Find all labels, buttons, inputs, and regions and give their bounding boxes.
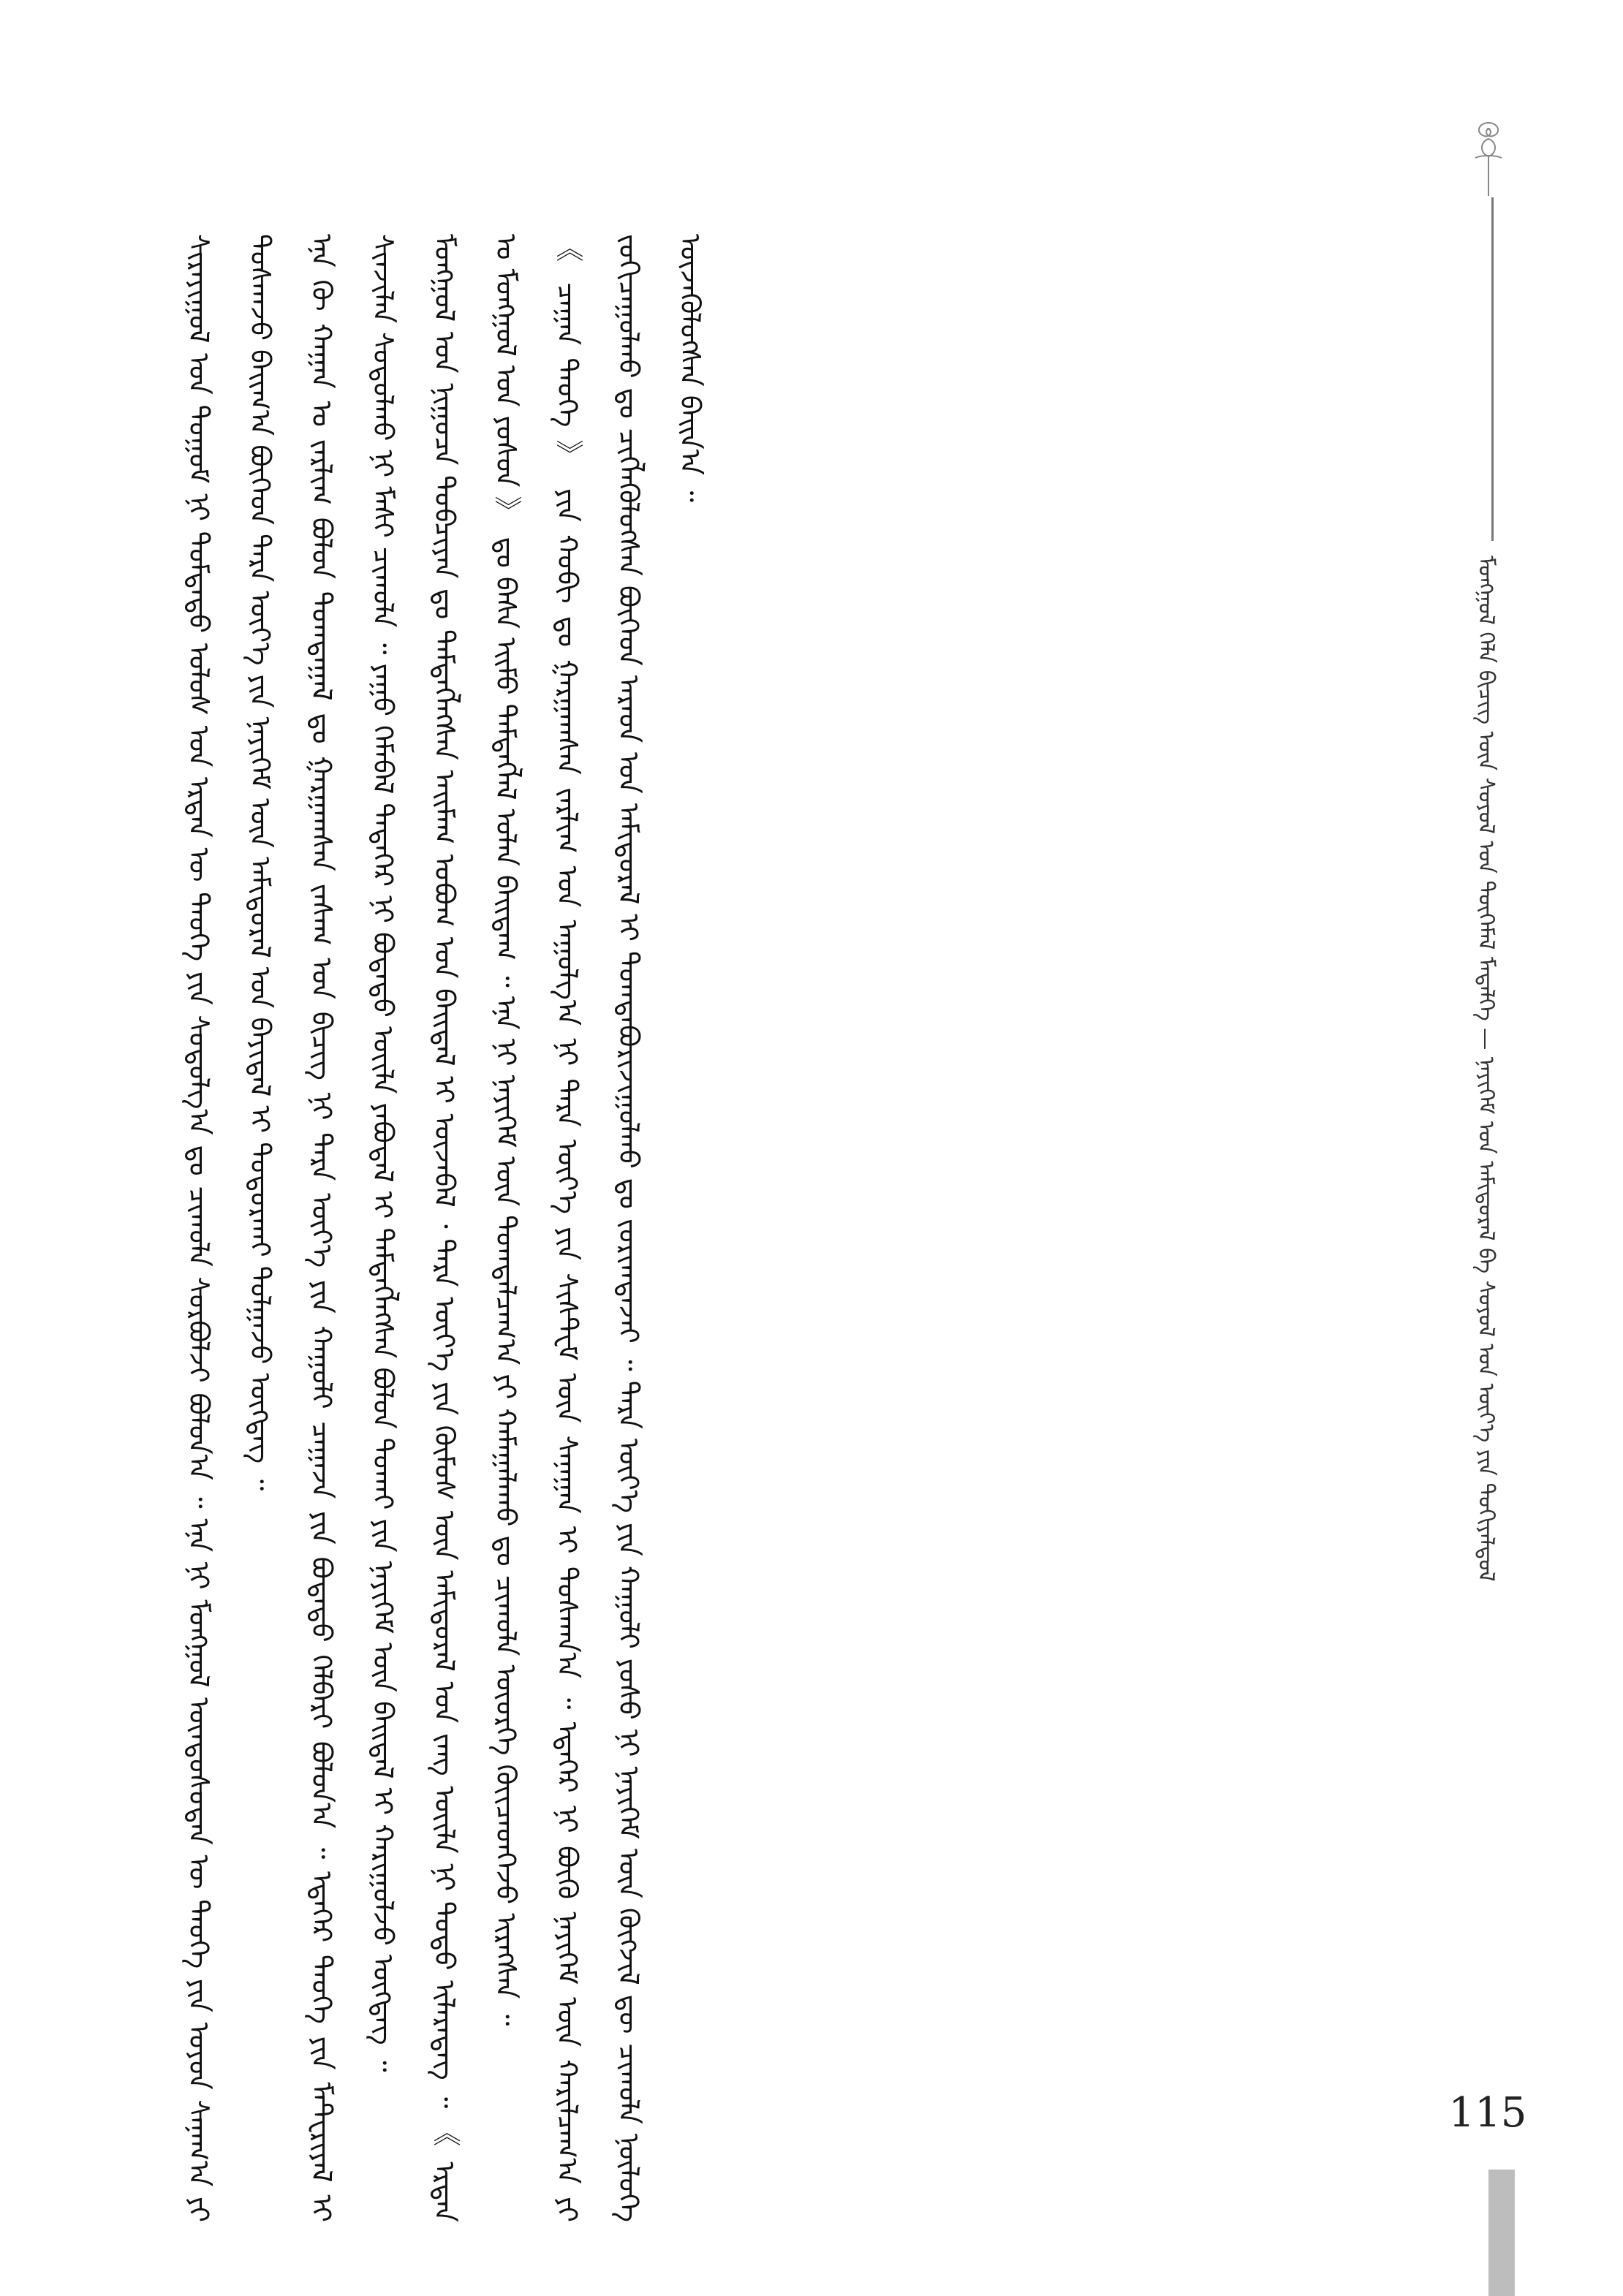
- edge-tab: [1488, 2170, 1515, 2296]
- body-text: [168, 234, 1411, 2222]
- header-rule: [1491, 197, 1494, 541]
- page-number: 115: [1448, 2089, 1527, 2137]
- running-header-title: ᠮᠣᠩᠭᠣᠯ ᠬᠡᠯᠡ ᠪᠢᠴᠢᠭ ᠦᠨ ᠰᠣᠶᠣᠯ ᠤᠨ ᠲᠦᠭᠡᠮᠡᠯ ᠮᠡᠳᠡᠯᠭᠡ — ᠨᠡᠶᠢᠭᠡᠮ ᠤᠨ ᠠᠮᠢᠳᠤᠷᠠᠯ ᠪᠠ ᠰᠣᠶᠣᠯ ᠤᠨ ᠦᠶ᠎ᠡ ᠶᠢᠨ ᠲᠣᠬᠢᠶᠠᠯᠳᠤᠯ: [1473, 556, 1499, 1582]
- paragraph-4: 《 ᠴᠠᠭᠠᠨ ᠲᠡᠦᠬᠡ 》 ᠶᠢᠨ ᠬᠤᠪᠢ ᠳᠤ ᠭᠠᠷᠭᠠᠭᠰᠠᠨ ᠵᠠᠷᠯᠢᠭ ᠤᠨ ᠠᠭᠤᠯᠭ᠎ᠠ ᠨᠢ ᠲᠡᠷᠡ ᠦᠶ᠎ᠡ ᠶᠢᠨ ᠰᠢᠰᠲ᠋ᠧᠮ ᠦᠨ ᠰᠠᠨᠠᠭᠠᠨ ᠢ ᠲᠤᠰᠬᠠᠨ᠎ᠠ ᠃ ᠡᠳᠡᠭᠡᠷ ᠨᠢ ᠪᠦᠬᠦ ᠨᠡᠶᠢᠭᠡᠮ ᠦᠨ ᠬᠠᠷᠢᠯᠴᠠᠭ᠎ᠠ ᠶᠢ ᠵᠣᠬᠢᠴᠠᠭᠤᠯᠬᠤ ᠳᠤ ᠴᠢᠭᠯᠡᠭᠦᠯᠦᠭᠰᠡᠨ ᠪᠥᠭᠡᠳ ᠠᠷᠠᠳ ᠤᠨ ᠠᠮᠢᠳᠤᠷᠠᠯ ᠢ ᠲᠣᠭᠲᠠᠪᠤᠷᠢᠵᠢᠭᠤᠯᠬᠤ ᠳᠤ ᠵᠣᠷᠢᠭᠳᠠᠵᠠᠢ ᠃ ᠲᠡᠷᠡ ᠦᠶ᠎ᠡ ᠶᠢᠨ ᠬᠠᠭᠤᠯᠢ ᠶᠣᠰᠤ ᠨᠢ ᠨᠡᠶᠢᠭᠡᠮ ᠦᠨ ᠬᠥᠭᠵᠢᠯ ᠳᠦ ᠴᠢᠬᠤᠯᠠ ᠨᠥᠯᠥᠭᠡ ᠦᠵᠡᠭᠦᠯᠦᠭᠰᠡᠨ ᠪᠠᠢᠨ᠎ᠠ ᠃: [551, 234, 706, 2222]
- paragraph-1: ᠰᠢᠷᠠᠶᠢᠭᠤᠯ ᠤᠨ ᠲᠣᠭᠤᠮ ᠨᠢ ᠳᠤᠮᠳᠠᠳᠤ ᠤᠯᠤᠰ ᠤᠨ ᠡᠷᠲᠡᠨ ᠦ ᠲᠡᠦᠬᠡ ᠶᠢᠨ ᠰᠤᠳᠤᠯᠭ᠎ᠠ ᠳᠤ ᠴᠢᠬᠤᠯᠠ ᠰᠤᠷᠪᠤᠯᠵᠢ ᠪᠣᠯᠤᠨ᠎ᠠ ᠃ ᠡᠨᠡ ᠨᠢ ᠮᠣᠩᠭᠣᠯ ᠦᠨᠳᠦᠰᠦᠲᠡᠨ ᠦ ᠲᠡᠦᠬᠡ ᠶᠢᠨ ᠣᠶᠤᠨ ᠰᠠᠨᠠᠭ᠎ᠠ ᠶᠢ ᠲᠤᠰᠬᠠᠵᠤ ᠪᠠᠢᠭ᠎ᠠ ᠪᠥᠭᠡᠳ ᠲᠡᠷᠡ ᠦᠶ᠎ᠡ ᠶᠢᠨ ᠨᠡᠶᠢᠭᠡᠮ ᠦᠨ ᠠᠮᠢᠳᠤᠷᠠᠯ ᠤᠨ ᠪᠠᠶᠢᠳᠠᠯ ᠢ ᠲᠣᠳᠣᠷᠬᠠᠶ ᠲᠤᠯᠭᠠᠵᠤ ᠥᠭᠳᠡᠭ ᠃: [183, 234, 276, 2222]
- scroll-ornament-icon: [1468, 117, 1509, 197]
- paragraph-2: ᠡᠨᠡ ᠬᠦ ᠬᠠᠭᠠᠨ ᠤ ᠵᠠᠷᠯᠢᠭ ᠪᠣᠯᠤᠨ ᠲᠣᠭᠲᠠᠭᠠᠯ ᠳᠤ ᠭᠠᠷᠭᠠᠭᠰᠠᠨ ᠵᠠᠰᠠᠭ ᠤᠨ ᠪᠢᠴᠢᠭ ᠨᠢ ᠲᠡᠷᠡ ᠦᠶ᠎ᠡ ᠶᠢᠨ ᠬᠠᠭᠤᠯᠢ ᠴᠠᠭᠠᠵᠠ ᠶᠢᠨ ᠪᠣᠳᠠᠲᠤ ᠬᠡᠯᠪᠡᠷᠢ ᠪᠣᠯᠤᠨ᠎ᠠ ᠃ ᠡᠳᠡᠭᠡᠷ ᠲᠡᠦᠬᠡ ᠶᠢᠨ ᠮᠠᠲ᠋ᠧᠷᠢᠶᠠᠯ ᠢ ᠰᠢᠨᠵᠢᠯᠡᠨ ᠰᠤᠳᠤᠯᠬᠤ ᠨᠢ ᠮᠠᠰᠢ ᠴᠢᠬᠤᠯᠠ ᠃ ᠶᠠᠭᠤ ᠬᠡᠮᠡᠪᠡᠯ ᠲᠡᠳᠡᠭᠡᠷ ᠨᠢ ᠪᠣᠳᠠᠲᠤ ᠦᠢᠯᠡ ᠶᠠᠪᠤᠳᠠᠯ ᠢ ᠲᠡᠮᠳᠡᠭᠯᠡᠭᠰᠡᠨ ᠪᠣᠯᠤᠨ ᠲᠤᠬᠠᠢ ᠶᠢᠨ ᠨᠡᠶᠢᠭᠡᠮ ᠦᠨ ᠪᠠᠢᠳᠠᠯ ᠢ ᠬᠠᠷᠢᠭᠤᠯᠵᠤ ᠥᠭᠳᠡᠭ ᠃: [306, 234, 399, 2222]
- paragraph-3: ᠮᠣᠩᠭᠣᠯ ᠤᠨ ᠨᠢᠭᠤᠴᠠ ᠲᠣᠪᠴᠢᠶᠠᠨ ᠳᠤ ᠲᠡᠮᠳᠡᠭᠯᠡᠭᠰᠡᠨ ᠠᠢᠮᠠᠭ ᠣᠪᠤᠭ ᠤᠨ ᠪᠠᠢᠳᠠᠯ ᠢ ᠦᠵᠡᠪᠡᠯ ᠂ ᠲᠡᠷᠡ ᠦᠶ᠎ᠡ ᠶᠢᠨ ᠬᠦᠮᠦᠰ ᠦᠨ ᠠᠮᠢᠳᠤᠷᠠᠯ ᠤᠨ ᠵᠠᠩ ᠦᠢᠯᠡ ᠨᠢ ᠲᠣᠳᠣ ᠢᠯᠡᠷᠡᠳᠡᠭ ᠃ 《 ᠡᠷᠲᠡᠨ ᠤ ᠮᠣᠩᠭᠣᠯ ᠤᠨ ᠶᠣᠰᠤᠨ 》 ᠳᠤ ᠪᠠᠰᠠ ᠡᠢᠮᠦ ᠲᠡᠮᠳᠡᠭᠯᠡᠯ ᠣᠯᠠᠨ ᠪᠠᠢᠳᠠᠭ ᠃ ᠡᠨᠡ ᠨᠢ ᠨᠡᠶᠢᠭᠡᠮ ᠦᠨ ᠲᠣᠭᠲᠠᠯᠴᠠᠭ᠎ᠠ ᠶᠢ ᠬᠠᠮᠠᠭᠠᠯᠠᠬᠤ ᠳᠤ ᠴᠢᠬᠤᠯᠠ ᠦᠦᠷᠭᠡ ᠭᠦᠢᠴᠡᠳᠭᠡᠵᠦ ᠢᠷᠡᠭᠰᠡᠨ ᠃: [428, 234, 522, 2222]
